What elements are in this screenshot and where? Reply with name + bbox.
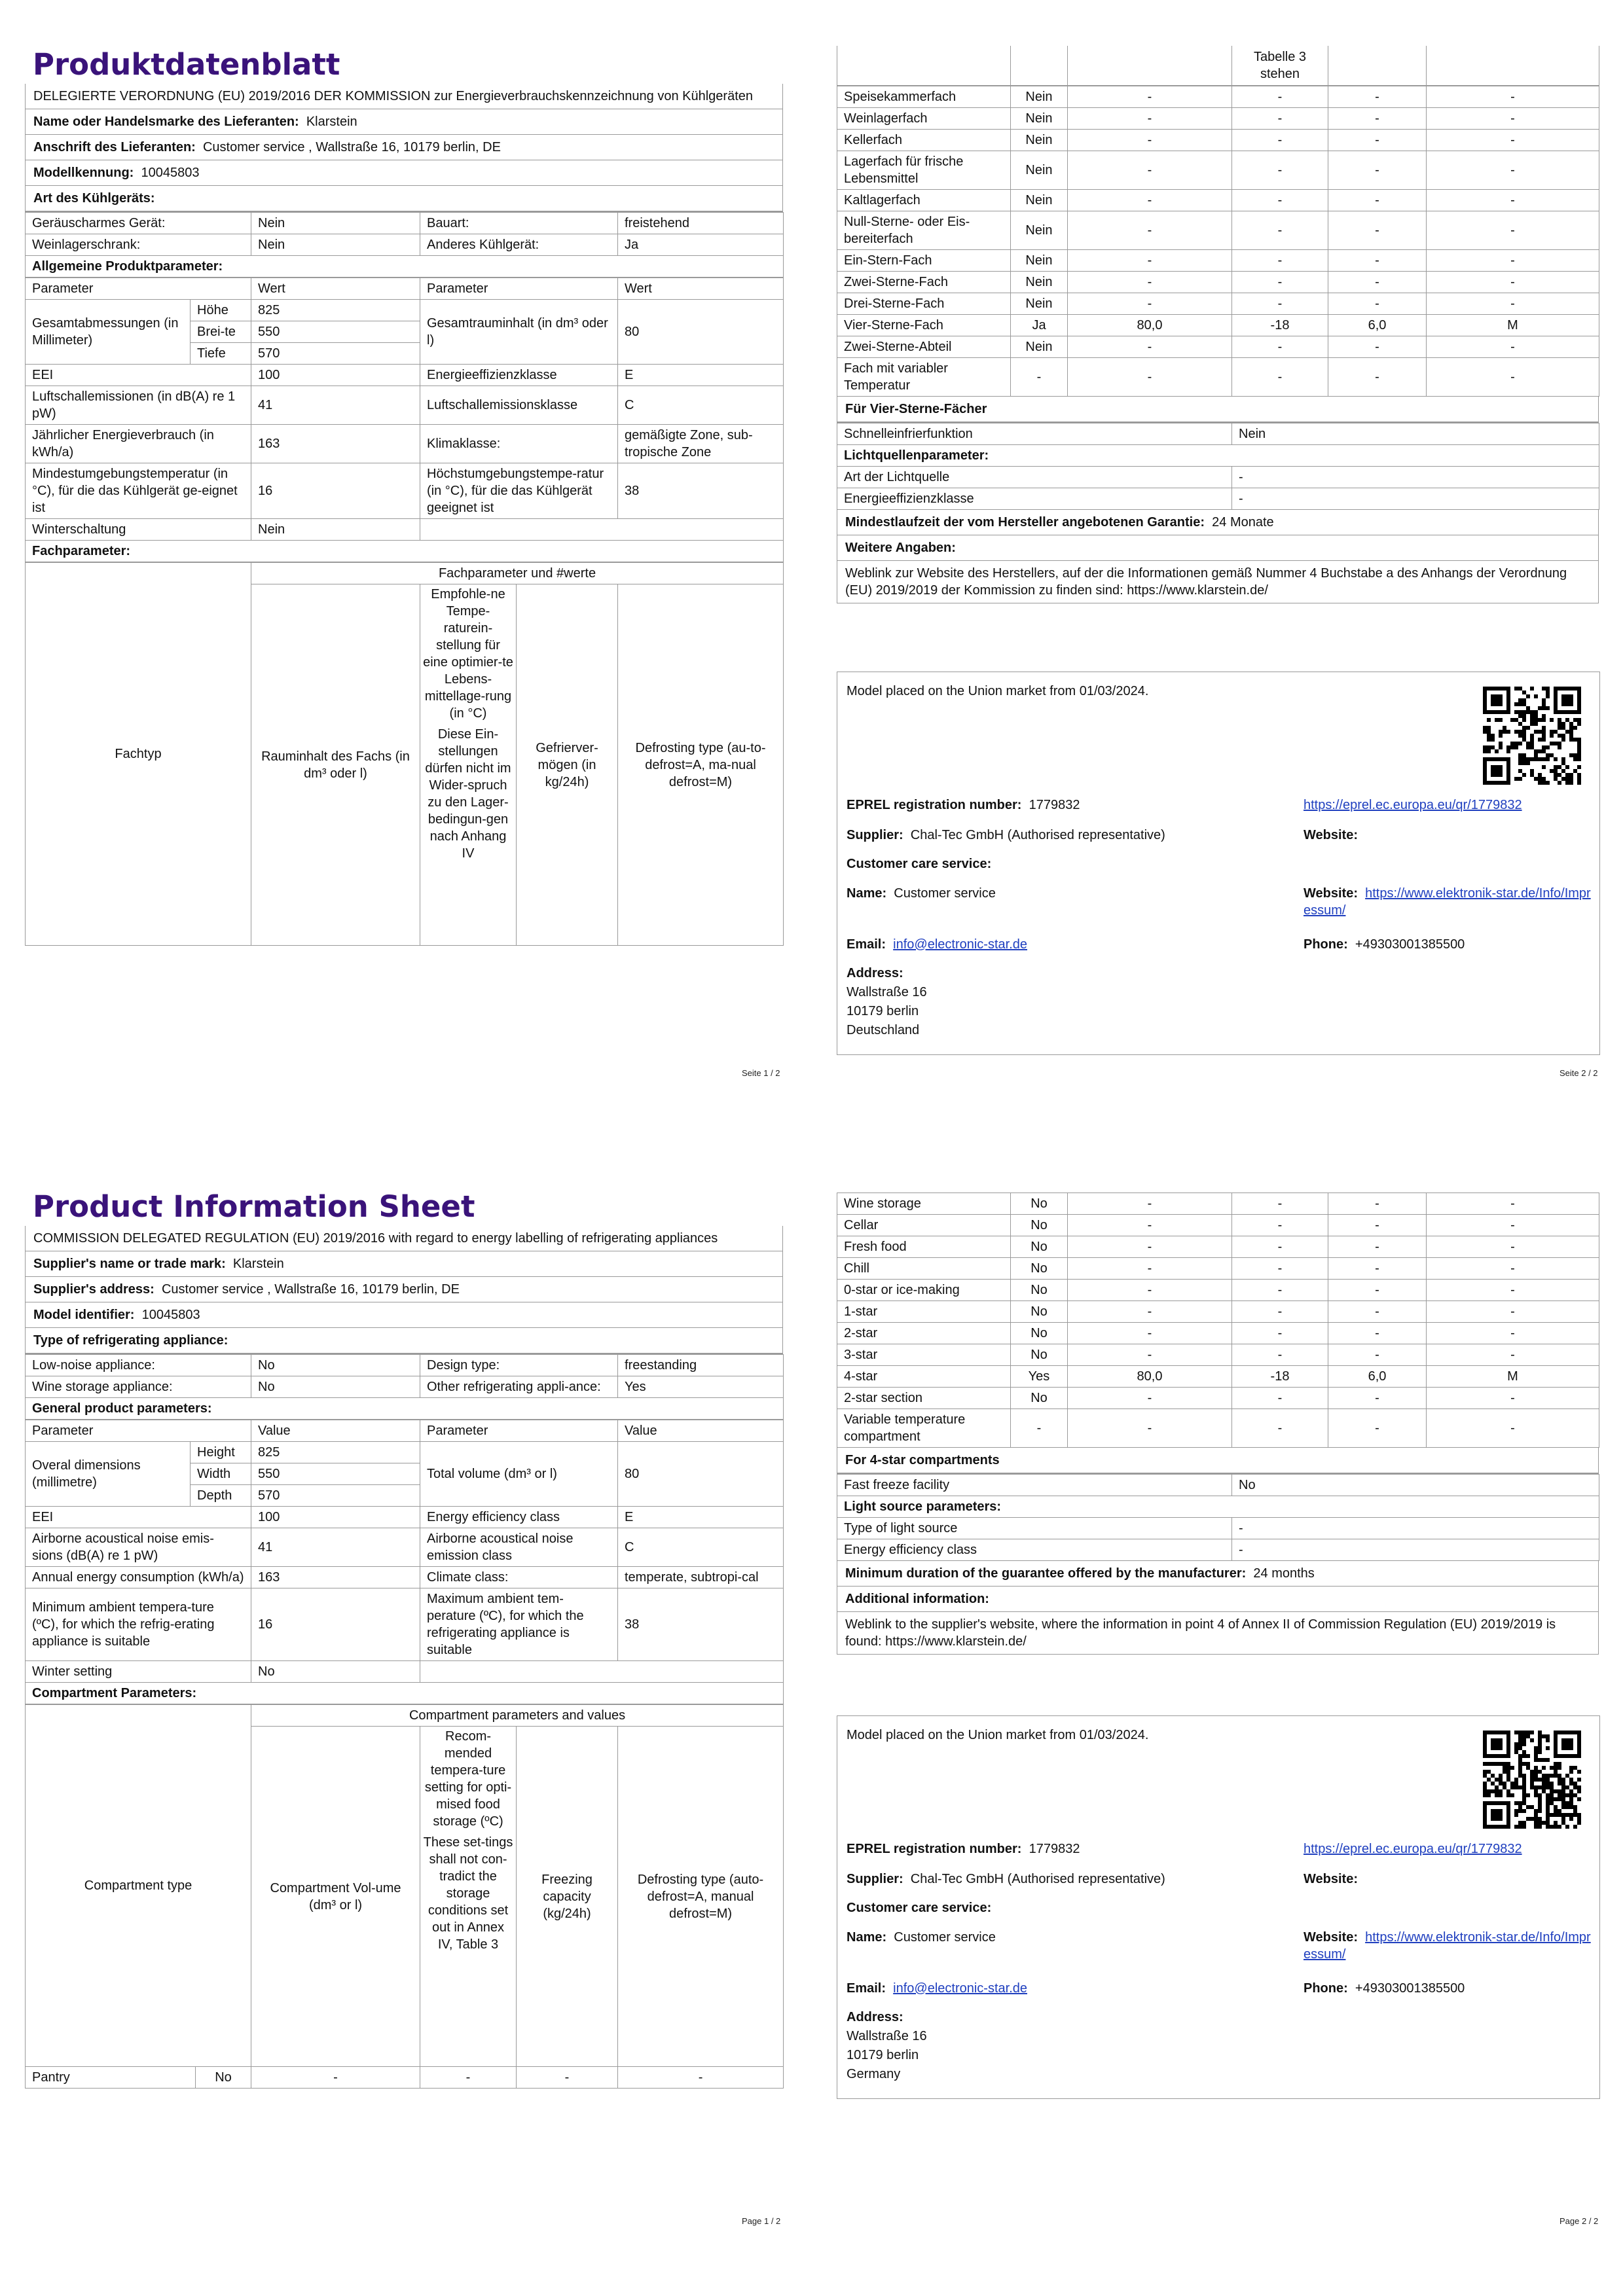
- en-compartment-table: Compartment type Compartment parameters and values Compartment Vol-ume (dm³ or l) Recom-mended tempera-ture setting for opti-mised food storage (ºC) These set-tings shall not con-tradict the storage conditions set out in Annex IV, Table 3 Freezing capacity (kg/24h) Defrosting type (auto-defrost=A, manual defrost=M) Pantry No - - - -: [25, 1704, 784, 2089]
- cell-vol: -: [1068, 151, 1232, 189]
- cell-name: Cellar: [837, 1215, 1011, 1236]
- cell-def: -: [1427, 1323, 1599, 1344]
- de2-additional-heading: Weitere Angaben:: [837, 535, 1598, 561]
- cell-frz: -: [1328, 1323, 1427, 1344]
- en2-care-web: Website: https://www.elektronik-star.de/Info/Impressum/: [1304, 1930, 1591, 1962]
- cell-yn: -: [1011, 1409, 1068, 1448]
- de-page-1: [25, 46, 783, 946]
- cell-vol: -: [1068, 1323, 1232, 1344]
- cell-frz: -: [1328, 1301, 1427, 1323]
- de-supplier-name-row: Name oder Handelsmarke des Lieferanten: Klarstein: [26, 109, 782, 135]
- de-page-number-2: Seite 2 / 2: [1559, 1068, 1598, 1078]
- cell-temp: -: [1232, 1280, 1328, 1301]
- cell-vol: -: [1068, 1215, 1232, 1236]
- table-row: [837, 314, 1599, 336]
- de-type-heading: Art des Kühlgeräts:: [26, 186, 782, 211]
- cell-yn: Nein: [1011, 129, 1068, 151]
- cell-vol: -: [1068, 249, 1232, 271]
- cell-frz: -: [1328, 1193, 1427, 1215]
- cell-def: -: [1427, 86, 1599, 107]
- cell-yn: No: [1011, 1280, 1068, 1301]
- cell-name: Drei-Sterne-Fach: [837, 293, 1011, 314]
- table-row: [837, 271, 1599, 293]
- en-type-table: Low-noise appliance: No Design type: freestanding Wine storage appliance: No Other refrigerating appli-ance: Yes General product parameters:: [25, 1354, 784, 1420]
- table-row: [837, 86, 1599, 107]
- cell-temp: -: [1232, 107, 1328, 129]
- cell-frz: -: [1328, 107, 1427, 129]
- cell-frz: -: [1328, 249, 1427, 271]
- en2-email: Email: info@electronic-star.de: [847, 1981, 1027, 1996]
- de2-eprel: EPREL registration number: 1779832: [847, 798, 1080, 812]
- cell-vol: -: [1068, 1409, 1232, 1448]
- table-row: [837, 1409, 1599, 1448]
- table-row: [837, 1344, 1599, 1366]
- table-row: [837, 1323, 1599, 1344]
- cell-def: -: [1427, 357, 1599, 396]
- cell-frz: -: [1328, 1409, 1427, 1448]
- cell-name: Zwei-Sterne-Fach: [837, 271, 1011, 293]
- cell-name: 1-star: [837, 1301, 1011, 1323]
- cell-vol: -: [1068, 336, 1232, 357]
- cell-vol: -: [1068, 357, 1232, 396]
- de-type-table: Geräuscharmes Gerät: Nein Bauart: freistehend Weinlagerschrank: Nein Anderes Kühlgerät: Ja Allgemeine Produktparameter:: [25, 212, 784, 278]
- table-row: [837, 1280, 1599, 1301]
- en-supplier-address-row: Supplier's address: Customer service , Wallstraße 16, 10179 berlin, DE: [26, 1277, 782, 1302]
- cell-vol: -: [1068, 1301, 1232, 1323]
- cell-def: -: [1427, 249, 1599, 271]
- cell-vol: 80,0: [1068, 1366, 1232, 1388]
- cell-name: Null-Sterne- oder Eis-bereiterfach: [837, 211, 1011, 249]
- cell-name: Ein-Stern-Fach: [837, 249, 1011, 271]
- en2-additional-heading: Additional information:: [837, 1587, 1598, 1612]
- cell-def: -: [1427, 151, 1599, 189]
- cell-frz: -: [1328, 1215, 1427, 1236]
- table-row: [837, 1193, 1599, 1215]
- cell-name: Kellerfach: [837, 129, 1011, 151]
- en2-care-web-link[interactable]: https://www.elektronik-star.de/Info/Impressum/: [1304, 1930, 1591, 1962]
- cell-def: -: [1427, 1388, 1599, 1409]
- de-compartment-table: Fachtyp Fachparameter und #werte Rauminhalt des Fachs (in dm³ oder l) Empfohle-ne Tempe-raturein-stellung für eine optimier-te Lebens-mittellage-rung (in °C) Diese Ein-stellungen dürfen nicht im Wider-spruch zu den Lager-bedingun-gen nach Anhang IV Gefrierver-mögen (in kg/24h) Defrosting type (au-to-defrost=A, ma-nual defrost=M): [25, 562, 784, 946]
- cell-name: Fach mit variabler Temperatur: [837, 357, 1011, 396]
- cell-temp: -: [1232, 86, 1328, 107]
- cell-vol: -: [1068, 129, 1232, 151]
- cell-yn: Nein: [1011, 293, 1068, 314]
- cell-frz: -: [1328, 1280, 1427, 1301]
- cell-frz: 6,0: [1328, 314, 1427, 336]
- de2-four-star-heading: Für Vier-Sterne-Fächer: [837, 397, 1598, 422]
- cell-temp: -18: [1232, 1366, 1328, 1388]
- cell-name: 2-star: [837, 1323, 1011, 1344]
- table-row: [837, 249, 1599, 271]
- en2-website-label: Website:: [1304, 1872, 1358, 1886]
- cell-def: -: [1427, 1193, 1599, 1215]
- de2-fast-freeze: Schnelleinfrierfunktion Nein Lichtquellenparameter: Art der Lichtquelle - Energieeffizienzklasse -: [837, 423, 1599, 510]
- de2-compartment-table: Tabelle 3 stehen: [837, 46, 1599, 86]
- cell-yn: No: [1011, 1215, 1068, 1236]
- en-type-heading: Type of refrigerating appliance:: [26, 1328, 782, 1354]
- cell-name: Chill: [837, 1258, 1011, 1280]
- en2-supplier: Supplier: Chal-Tec GmbH (Authorised representative): [847, 1872, 1165, 1886]
- cell-def: -: [1427, 211, 1599, 249]
- cell-name: Variable temperature compartment: [837, 1409, 1011, 1448]
- cell-yn: Nein: [1011, 151, 1068, 189]
- en2-care-label: Customer care service:: [847, 1901, 992, 1915]
- cell-yn: Nein: [1011, 336, 1068, 357]
- cell-frz: -: [1328, 271, 1427, 293]
- cell-name: Vier-Sterne-Fach: [837, 314, 1011, 336]
- en2-guarantee-row: Minimum duration of the guarantee offered by the manufacturer: 24 months: [837, 1561, 1598, 1587]
- de-regulation: DELEGIERTE VERORDNUNG (EU) 2019/2016 DER KOMMISSION zur Energieverbrauchskennzeichnung von Kühlgeräten: [26, 84, 782, 109]
- cell-name: Kaltlagerfach: [837, 189, 1011, 211]
- cell-name: 0-star or ice-making: [837, 1280, 1011, 1301]
- cell-temp: -: [1232, 357, 1328, 396]
- cell-frz: -: [1328, 1388, 1427, 1409]
- cell-def: -: [1427, 1236, 1599, 1258]
- en2-eprel-link[interactable]: https://eprel.ec.europa.eu/qr/1779832: [1304, 1842, 1522, 1856]
- cell-yn: Ja: [1011, 314, 1068, 336]
- cell-temp: -18: [1232, 314, 1328, 336]
- cell-vol: -: [1068, 1258, 1232, 1280]
- cell-yn: No: [1011, 1344, 1068, 1366]
- en2-address: Address: Wallstraße 16 10179 berlin Germany: [847, 2010, 927, 2081]
- en2-weblink: Weblink to the supplier's website, where the information in point 4 of Annex II of Commission Regulation (EU) 2019/2019 is found: https://www.klarstein.de/: [845, 1617, 1556, 1649]
- en-page-number-1: Page 1 / 2: [742, 2216, 781, 2226]
- cell-frz: -: [1328, 211, 1427, 249]
- cell-vol: -: [1068, 107, 1232, 129]
- cell-def: -: [1427, 1280, 1599, 1301]
- de2-care-web: Website: https://www.elektronik-star.de/Info/Impressum/: [1304, 886, 1591, 918]
- table-row: Pantry No - - - -: [26, 2067, 784, 2089]
- en-page-2: [837, 1193, 1599, 1655]
- en2-eprel-box: [837, 1715, 1600, 2099]
- table-row: [837, 1366, 1599, 1388]
- cell-temp: -: [1232, 1193, 1328, 1215]
- en2-fast-freeze: Fast freeze facility No Light source parameters: Type of light source - Energy efficiency class -: [837, 1474, 1599, 1561]
- cell-name: Lagerfach für frische Lebensmittel: [837, 151, 1011, 189]
- cell-vol: -: [1068, 1236, 1232, 1258]
- cell-temp: -: [1232, 129, 1328, 151]
- table-row: [837, 1388, 1599, 1409]
- de2-care-web-link[interactable]: https://www.elektronik-star.de/Info/Impressum/: [1304, 886, 1591, 918]
- cell-yn: No: [1011, 1301, 1068, 1323]
- en-regulation: COMMISSION DELEGATED REGULATION (EU) 2019/2016 with regard to energy labelling of refrigerating appliances: [26, 1226, 782, 1251]
- cell-temp: -: [1232, 1323, 1328, 1344]
- de2-phone: Phone: +49303001385500: [1304, 937, 1465, 952]
- en-supplier-name-row: Supplier's name or trade mark: Klarstein: [26, 1251, 782, 1277]
- cell-frz: -: [1328, 1236, 1427, 1258]
- table-row: [837, 293, 1599, 314]
- cell-def: -: [1427, 1215, 1599, 1236]
- qr-code-icon: [1483, 1731, 1581, 1829]
- de2-eprel-link[interactable]: https://eprel.ec.europa.eu/qr/1779832: [1304, 798, 1522, 812]
- en2-placed: Model placed on the Union market from 01/03/2024.: [847, 1728, 1149, 1742]
- de-page-2: [837, 46, 1599, 603]
- cell-def: M: [1427, 1366, 1599, 1388]
- cell-yn: No: [1011, 1388, 1068, 1409]
- de2-supplier: Supplier: Chal-Tec GmbH (Authorised representative): [847, 828, 1165, 842]
- table-row: [837, 151, 1599, 189]
- cell-name: Wine storage: [837, 1193, 1011, 1215]
- cell-temp: -: [1232, 249, 1328, 271]
- cell-yn: Nein: [1011, 211, 1068, 249]
- cell-yn: No: [1011, 1236, 1068, 1258]
- cell-temp: -: [1232, 189, 1328, 211]
- en2-name: Name: Customer service: [847, 1930, 996, 1945]
- cell-def: -: [1427, 1301, 1599, 1323]
- de-general-table: Parameter Wert Parameter Wert Gesamtabmessungen (in Millimeter) Höhe 825 Gesamtrauminhalt (in dm³ oder l) 80 Brei-te 550 Tiefe 570 EEI 100 Energieeffizienzklasse E Luftschallemissionen (in dB(A) re 1 pW) 41 Luftschallemissionsklasse C Jährlicher Energieverbrauch (in kWh/a) 163 Klimaklasse: gemäßigte Zone, sub-tropische Zone Mindestumgebungstemperatur (in °C), für die das Kühlgerät ge-eignet ist 16 Höchstumgebungstempe-ratur (in °C), für die das Kühlgerät geeignet ist 38 Winterschaltung Nein Fachparameter:: [25, 278, 784, 562]
- cell-yn: Nein: [1011, 107, 1068, 129]
- table-row: [837, 336, 1599, 357]
- table-row: [837, 211, 1599, 249]
- cell-name: 4-star: [837, 1366, 1011, 1388]
- cell-frz: -: [1328, 151, 1427, 189]
- cell-def: -: [1427, 1344, 1599, 1366]
- en-general-table: Parameter Value Parameter Value Overal dimensions (millimetre) Height 825 Total volume (dm³ or l) 80 Width 550 Depth 570 EEI 100 Energy efficiency class E Airborne acoustical noise emis-sions (dB(A) re 1 pW) 41 Airborne acoustical noise emission class C Annual energy consumption (kWh/a) 163 Climate class: temperate, subtropi-cal Minimum ambient tempera-ture (ºC), for which the refrig-erating appliance is suitable 16 Maximum ambient tem-perature (ºC), for which the refrigerating appliance is suitable 38 Winter setting No Compartment Parameters:: [25, 1420, 784, 1704]
- cell-frz: 6,0: [1328, 1366, 1427, 1388]
- qr-code-icon: [1483, 687, 1581, 785]
- de2-weblink: Weblink zur Website des Herstellers, auf der die Informationen gemäß Nummer 4 Buchstabe a des Anhangs der Verordnung (EU) 2019/2019 der Kommission zu finden sind: https://www.klarstein.de/: [845, 565, 1567, 598]
- cell-frz: -: [1328, 357, 1427, 396]
- cell-yn: -: [1011, 357, 1068, 396]
- table-row: [837, 357, 1599, 396]
- cell-yn: Nein: [1011, 189, 1068, 211]
- cell-vol: -: [1068, 293, 1232, 314]
- table-row: [837, 1301, 1599, 1323]
- cell-vol: -: [1068, 211, 1232, 249]
- de2-name: Name: Customer service: [847, 886, 996, 901]
- cell-def: -: [1427, 336, 1599, 357]
- cell-frz: -: [1328, 1258, 1427, 1280]
- cell-def: -: [1427, 271, 1599, 293]
- de2-website-label: Website:: [1304, 828, 1358, 842]
- cell-frz: -: [1328, 129, 1427, 151]
- cell-temp: -: [1232, 1344, 1328, 1366]
- cell-name: Weinlagerfach: [837, 107, 1011, 129]
- de-model-row: Modellkennung: 10045803: [26, 160, 782, 186]
- cell-name: Zwei-Sterne-Abteil: [837, 336, 1011, 357]
- cell-yn: No: [1011, 1323, 1068, 1344]
- cell-frz: -: [1328, 1344, 1427, 1366]
- cell-temp: -: [1232, 1301, 1328, 1323]
- cell-frz: -: [1328, 86, 1427, 107]
- cell-def: -: [1427, 107, 1599, 129]
- cell-temp: -: [1232, 1388, 1328, 1409]
- de2-eprel-box: [837, 672, 1600, 1055]
- de2-rows: [837, 86, 1599, 397]
- cell-frz: -: [1328, 293, 1427, 314]
- cell-vol: -: [1068, 86, 1232, 107]
- de2-email: Email: info@electronic-star.de: [847, 937, 1027, 952]
- cell-vol: -: [1068, 189, 1232, 211]
- cell-yn: No: [1011, 1258, 1068, 1280]
- cell-frz: -: [1328, 189, 1427, 211]
- cell-vol: -: [1068, 271, 1232, 293]
- cell-name: Fresh food: [837, 1236, 1011, 1258]
- cell-def: -: [1427, 1258, 1599, 1280]
- de-supplier-address-row: Anschrift des Lieferanten: Customer service , Wallstraße 16, 10179 berlin, DE: [26, 135, 782, 160]
- cell-def: -: [1427, 189, 1599, 211]
- en-page-number-2: Page 2 / 2: [1559, 2216, 1599, 2226]
- cell-temp: -: [1232, 211, 1328, 249]
- en2-rows: [837, 1193, 1599, 1448]
- table-row: [837, 1236, 1599, 1258]
- cell-temp: -: [1232, 1215, 1328, 1236]
- table-row: [837, 189, 1599, 211]
- cell-vol: -: [1068, 1280, 1232, 1301]
- cell-vol: 80,0: [1068, 314, 1232, 336]
- cell-yn: Nein: [1011, 271, 1068, 293]
- de2-email-link[interactable]: info@electronic-star.de: [893, 937, 1027, 952]
- de2-placed: Model placed on the Union market from 01/03/2024.: [847, 684, 1149, 698]
- cell-name: 2-star section: [837, 1388, 1011, 1409]
- de2-guarantee-row: Mindestlaufzeit der vom Hersteller angebotenen Garantie: 24 Monate: [837, 510, 1598, 535]
- cell-temp: -: [1232, 336, 1328, 357]
- cell-def: M: [1427, 314, 1599, 336]
- de-page-number-1: Seite 1 / 2: [742, 1068, 780, 1078]
- cell-yn: No: [1011, 1193, 1068, 1215]
- cell-temp: -: [1232, 271, 1328, 293]
- en-page-1: [25, 1188, 783, 2089]
- cell-yn: Nein: [1011, 249, 1068, 271]
- table-row: [837, 1258, 1599, 1280]
- cell-temp: -: [1232, 1236, 1328, 1258]
- en2-phone: Phone: +49303001385500: [1304, 1981, 1465, 1996]
- table-row: [837, 1215, 1599, 1236]
- cell-name: 3-star: [837, 1344, 1011, 1366]
- de2-care-label: Customer care service:: [847, 857, 992, 871]
- cell-temp: -: [1232, 1258, 1328, 1280]
- cell-vol: -: [1068, 1344, 1232, 1366]
- cell-yn: Nein: [1011, 86, 1068, 107]
- cell-def: -: [1427, 293, 1599, 314]
- cell-vol: -: [1068, 1193, 1232, 1215]
- cell-def: -: [1427, 1409, 1599, 1448]
- cell-def: -: [1427, 129, 1599, 151]
- cell-temp: -: [1232, 1409, 1328, 1448]
- cell-temp: -: [1232, 293, 1328, 314]
- de2-address: Address: Wallstraße 16 10179 berlin Deutschland: [847, 966, 927, 1037]
- en-title: Product Information Sheet: [33, 1189, 475, 1224]
- en2-eprel: EPREL registration number: 1779832: [847, 1842, 1080, 1856]
- cell-name: Speisekammerfach: [837, 86, 1011, 107]
- en2-four-star-heading: For 4-star compartments: [837, 1448, 1598, 1473]
- en-model-row: Model identifier: 10045803: [26, 1302, 782, 1328]
- cell-yn: Yes: [1011, 1366, 1068, 1388]
- cell-frz: -: [1328, 336, 1427, 357]
- table-row: [837, 107, 1599, 129]
- en2-email-link[interactable]: info@electronic-star.de: [893, 1981, 1027, 1996]
- cell-vol: -: [1068, 1388, 1232, 1409]
- de-title: Produktdatenblatt: [33, 47, 340, 82]
- cell-temp: -: [1232, 151, 1328, 189]
- table-row: [837, 129, 1599, 151]
